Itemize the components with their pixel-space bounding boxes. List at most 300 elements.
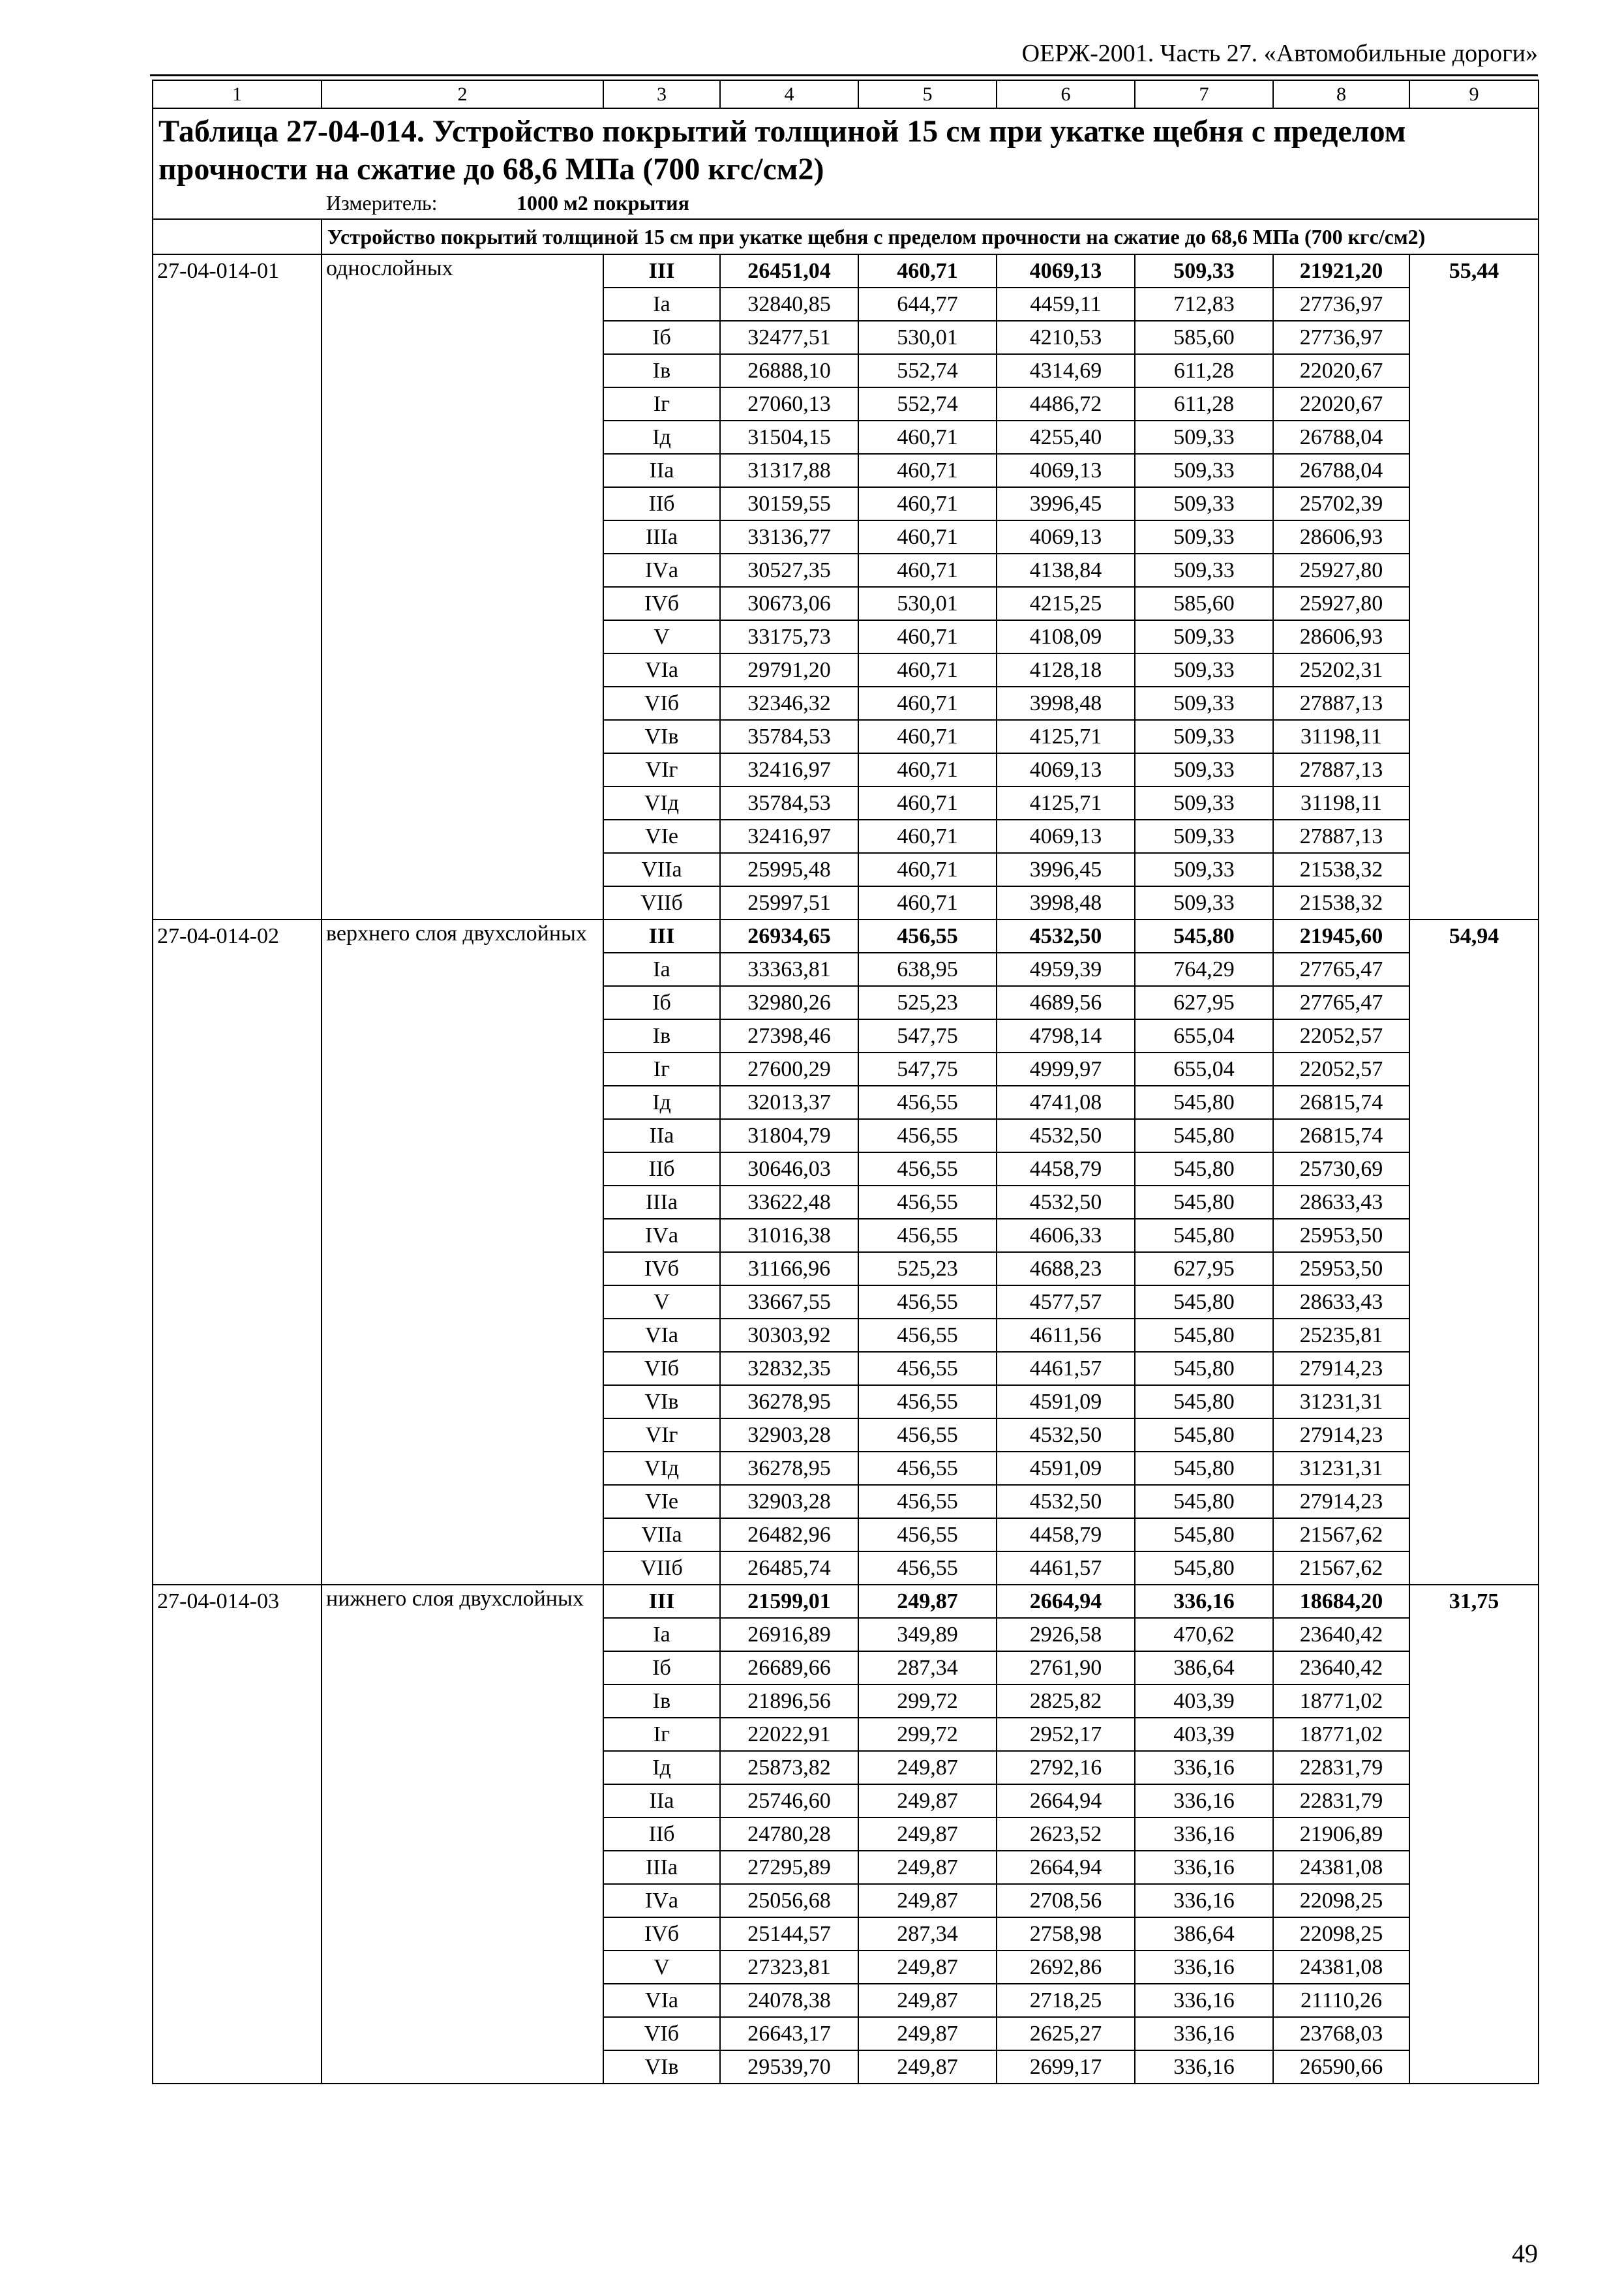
machinist-wages-cell: 585,60 <box>1135 587 1273 620</box>
wages-cell: 287,34 <box>858 1651 997 1684</box>
rate-code: 27-04-014-02 <box>153 920 322 1585</box>
wages-cell: 287,34 <box>858 1917 997 1951</box>
total-cost-cell: 26689,66 <box>720 1651 858 1684</box>
subheading-empty-cell <box>153 219 322 254</box>
machinist-wages-cell: 545,80 <box>1135 1452 1273 1485</box>
materials-cell: 26815,74 <box>1273 1086 1409 1119</box>
total-cost-cell: 31504,15 <box>720 421 858 454</box>
wages-cell: 456,55 <box>858 1452 997 1485</box>
wages-cell: 456,55 <box>858 920 997 953</box>
machines-cell: 4459,11 <box>997 288 1135 321</box>
materials-cell: 25927,80 <box>1273 587 1409 620</box>
machines-cell: 4798,14 <box>997 1019 1135 1053</box>
wages-cell: 460,71 <box>858 853 997 886</box>
materials-cell: 21110,26 <box>1273 1984 1409 2017</box>
machines-cell: 4461,57 <box>997 1551 1135 1585</box>
machines-cell: 4458,79 <box>997 1518 1135 1551</box>
machinist-wages-cell: 545,80 <box>1135 1518 1273 1551</box>
machinist-wages-cell: 655,04 <box>1135 1019 1273 1053</box>
machinist-wages-cell: 509,33 <box>1135 554 1273 587</box>
materials-cell: 27736,97 <box>1273 321 1409 354</box>
total-cost-cell: 26643,17 <box>720 2017 858 2050</box>
table-row <box>153 920 1539 953</box>
wages-cell: 525,23 <box>858 986 997 1019</box>
zone-cell: Iг <box>603 1053 720 1086</box>
machines-cell: 4314,69 <box>997 354 1135 387</box>
column-number: 6 <box>997 80 1135 108</box>
materials-cell: 22020,67 <box>1273 354 1409 387</box>
wages-cell: 456,55 <box>858 1285 997 1319</box>
machinist-wages-cell: 509,33 <box>1135 753 1273 786</box>
machinist-wages-cell: 509,33 <box>1135 421 1273 454</box>
machinist-wages-cell: 545,80 <box>1135 1485 1273 1518</box>
materials-cell: 31198,11 <box>1273 720 1409 753</box>
materials-cell: 23768,03 <box>1273 2017 1409 2050</box>
materials-cell: 21538,32 <box>1273 853 1409 886</box>
materials-cell: 26815,74 <box>1273 1119 1409 1152</box>
labor-cost-cell: 55,44 <box>1409 254 1539 920</box>
zone-cell: IIб <box>603 1818 720 1851</box>
machinist-wages-cell: 403,39 <box>1135 1718 1273 1751</box>
machines-cell: 2825,82 <box>997 1684 1135 1718</box>
header-rule <box>150 74 1538 76</box>
zone-cell: Iг <box>603 387 720 421</box>
materials-cell: 22098,25 <box>1273 1917 1409 1951</box>
total-cost-cell: 32903,28 <box>720 1485 858 1518</box>
wages-cell: 456,55 <box>858 1119 997 1152</box>
labor-cost-cell: 54,94 <box>1409 920 1539 1585</box>
wages-cell: 460,71 <box>858 487 997 520</box>
zone-cell: Iд <box>603 421 720 454</box>
column-number: 3 <box>603 80 720 108</box>
machines-cell: 4532,50 <box>997 1418 1135 1452</box>
subheading: Устройство покрытий толщиной 15 см при укатке щебня с пределом прочности на сжатие до 68,6 МПа (700 кгс/см2) <box>322 219 1539 254</box>
machinist-wages-cell: 509,33 <box>1135 853 1273 886</box>
total-cost-cell: 25144,57 <box>720 1917 858 1951</box>
total-cost-cell: 21896,56 <box>720 1684 858 1718</box>
zone-cell: IIIа <box>603 1851 720 1884</box>
zone-cell: III <box>603 920 720 953</box>
machines-cell: 3998,48 <box>997 687 1135 720</box>
machines-cell: 2952,17 <box>997 1718 1135 1751</box>
column-number: 8 <box>1273 80 1409 108</box>
total-cost-cell: 21599,01 <box>720 1585 858 1618</box>
zone-cell: IIб <box>603 1152 720 1186</box>
work-description: однослойных <box>322 254 603 920</box>
materials-cell: 26788,04 <box>1273 421 1409 454</box>
wages-cell: 456,55 <box>858 1086 997 1119</box>
wages-cell: 460,71 <box>858 820 997 853</box>
machinist-wages-cell: 509,33 <box>1135 254 1273 288</box>
total-cost-cell: 24780,28 <box>720 1818 858 1851</box>
machines-cell: 2664,94 <box>997 1851 1135 1884</box>
materials-cell: 31198,11 <box>1273 786 1409 820</box>
total-cost-cell: 26485,74 <box>720 1551 858 1585</box>
zone-cell: VIд <box>603 1452 720 1485</box>
zone-cell: Iа <box>603 1618 720 1651</box>
total-cost-cell: 33363,81 <box>720 953 858 986</box>
work-description: верхнего слоя двухслойных <box>322 920 603 1585</box>
zone-cell: VIб <box>603 687 720 720</box>
wages-cell: 530,01 <box>858 587 997 620</box>
machines-cell: 4611,56 <box>997 1319 1135 1352</box>
machines-cell: 2708,56 <box>997 1884 1135 1917</box>
materials-cell: 21538,32 <box>1273 886 1409 920</box>
machines-cell: 2692,86 <box>997 1951 1135 1984</box>
materials-cell: 27887,13 <box>1273 687 1409 720</box>
machines-cell: 2664,94 <box>997 1784 1135 1818</box>
wages-cell: 299,72 <box>858 1684 997 1718</box>
total-cost-cell: 32980,26 <box>720 986 858 1019</box>
machinist-wages-cell: 336,16 <box>1135 1951 1273 1984</box>
materials-cell: 18771,02 <box>1273 1718 1409 1751</box>
materials-cell: 18684,20 <box>1273 1585 1409 1618</box>
machines-cell: 2792,16 <box>997 1751 1135 1784</box>
zone-cell: VIг <box>603 1418 720 1452</box>
wages-cell: 460,71 <box>858 720 997 753</box>
machines-cell: 4532,50 <box>997 1485 1135 1518</box>
zone-cell: Iд <box>603 1086 720 1119</box>
machines-cell: 2699,17 <box>997 2050 1135 2084</box>
machinist-wages-cell: 336,16 <box>1135 1984 1273 2017</box>
materials-cell: 27887,13 <box>1273 753 1409 786</box>
wages-cell: 249,87 <box>858 1784 997 1818</box>
machinist-wages-cell: 545,80 <box>1135 1352 1273 1385</box>
wages-cell: 456,55 <box>858 1219 997 1252</box>
total-cost-cell: 32346,32 <box>720 687 858 720</box>
zone-cell: VIе <box>603 1485 720 1518</box>
wages-cell: 525,23 <box>858 1252 997 1285</box>
total-cost-cell: 22022,91 <box>720 1718 858 1751</box>
wages-cell: 249,87 <box>858 2017 997 2050</box>
machines-cell: 4210,53 <box>997 321 1135 354</box>
materials-cell: 25702,39 <box>1273 487 1409 520</box>
zone-cell: IIа <box>603 1119 720 1152</box>
zone-cell: VIв <box>603 720 720 753</box>
total-cost-cell: 31166,96 <box>720 1252 858 1285</box>
total-cost-cell: 27600,29 <box>720 1053 858 1086</box>
machinist-wages-cell: 545,80 <box>1135 1186 1273 1219</box>
machines-cell: 4461,57 <box>997 1352 1135 1385</box>
machinist-wages-cell: 336,16 <box>1135 1751 1273 1784</box>
machinist-wages-cell: 585,60 <box>1135 321 1273 354</box>
machines-cell: 4532,50 <box>997 1186 1135 1219</box>
total-cost-cell: 25997,51 <box>720 886 858 920</box>
materials-cell: 21945,60 <box>1273 920 1409 953</box>
materials-cell: 28633,43 <box>1273 1186 1409 1219</box>
wages-cell: 460,71 <box>858 786 997 820</box>
zone-cell: IVа <box>603 1884 720 1917</box>
total-cost-cell: 30303,92 <box>720 1319 858 1352</box>
column-number-row <box>153 80 1539 108</box>
zone-cell: V <box>603 1285 720 1319</box>
materials-cell: 26788,04 <box>1273 454 1409 487</box>
machinist-wages-cell: 336,16 <box>1135 2017 1273 2050</box>
materials-cell: 27887,13 <box>1273 820 1409 853</box>
total-cost-cell: 32832,35 <box>720 1352 858 1385</box>
zone-cell: Iб <box>603 1651 720 1684</box>
machinist-wages-cell: 509,33 <box>1135 653 1273 687</box>
wages-cell: 249,87 <box>858 2050 997 2084</box>
wages-cell: 460,71 <box>858 886 997 920</box>
materials-cell: 21921,20 <box>1273 254 1409 288</box>
wages-cell: 460,71 <box>858 520 997 554</box>
column-number: 4 <box>720 80 858 108</box>
machinist-wages-cell: 386,64 <box>1135 1651 1273 1684</box>
machinist-wages-cell: 336,16 <box>1135 1851 1273 1884</box>
measure-label: Измеритель: <box>326 191 438 215</box>
zone-cell: VIв <box>603 2050 720 2084</box>
total-cost-cell: 33136,77 <box>720 520 858 554</box>
total-cost-cell: 29791,20 <box>720 653 858 687</box>
column-number: 2 <box>322 80 603 108</box>
price-table <box>152 80 1539 2084</box>
wages-cell: 460,71 <box>858 454 997 487</box>
machines-cell: 4591,09 <box>997 1385 1135 1418</box>
total-cost-cell: 36278,95 <box>720 1385 858 1418</box>
zone-cell: Iа <box>603 953 720 986</box>
wages-cell: 456,55 <box>858 1152 997 1186</box>
total-cost-cell: 27060,13 <box>720 387 858 421</box>
page-number: 49 <box>1512 2239 1538 2268</box>
materials-cell: 28633,43 <box>1273 1285 1409 1319</box>
machines-cell: 2758,98 <box>997 1917 1135 1951</box>
machinist-wages-cell: 509,33 <box>1135 886 1273 920</box>
materials-cell: 24381,08 <box>1273 1851 1409 1884</box>
machinist-wages-cell: 509,33 <box>1135 487 1273 520</box>
total-cost-cell: 32416,97 <box>720 753 858 786</box>
total-cost-cell: 30673,06 <box>720 587 858 620</box>
machinist-wages-cell: 545,80 <box>1135 1219 1273 1252</box>
total-cost-cell: 26451,04 <box>720 254 858 288</box>
wages-cell: 249,87 <box>858 1884 997 1917</box>
materials-cell: 31231,31 <box>1273 1385 1409 1418</box>
total-cost-cell: 30646,03 <box>720 1152 858 1186</box>
wages-cell: 552,74 <box>858 354 997 387</box>
machines-cell: 2625,27 <box>997 2017 1135 2050</box>
wages-cell: 644,77 <box>858 288 997 321</box>
machines-cell: 2926,58 <box>997 1618 1135 1651</box>
wages-cell: 547,75 <box>858 1019 997 1053</box>
machines-cell: 4125,71 <box>997 786 1135 820</box>
machinist-wages-cell: 611,28 <box>1135 387 1273 421</box>
zone-cell: IIIа <box>603 1186 720 1219</box>
rate-code: 27-04-014-03 <box>153 1585 322 2084</box>
machinist-wages-cell: 545,80 <box>1135 1119 1273 1152</box>
machinist-wages-cell: 764,29 <box>1135 953 1273 986</box>
machines-cell: 3998,48 <box>997 886 1135 920</box>
wages-cell: 456,55 <box>858 1385 997 1418</box>
materials-cell: 25202,31 <box>1273 653 1409 687</box>
total-cost-cell: 27295,89 <box>720 1851 858 1884</box>
machinist-wages-cell: 545,80 <box>1135 1152 1273 1186</box>
zone-cell: V <box>603 620 720 653</box>
machinist-wages-cell: 611,28 <box>1135 354 1273 387</box>
zone-cell: IVб <box>603 1917 720 1951</box>
zone-cell: Iб <box>603 321 720 354</box>
table-title-row <box>153 108 1539 219</box>
wages-cell: 249,87 <box>858 1951 997 1984</box>
machinist-wages-cell: 627,95 <box>1135 986 1273 1019</box>
total-cost-cell: 31804,79 <box>720 1119 858 1152</box>
total-cost-cell: 25056,68 <box>720 1884 858 1917</box>
total-cost-cell: 35784,53 <box>720 720 858 753</box>
machines-cell: 4591,09 <box>997 1452 1135 1485</box>
materials-cell: 27736,97 <box>1273 288 1409 321</box>
total-cost-cell: 26934,65 <box>720 920 858 953</box>
machinist-wages-cell: 336,16 <box>1135 2050 1273 2084</box>
wages-cell: 249,87 <box>858 1984 997 2017</box>
machines-cell: 4069,13 <box>997 254 1135 288</box>
materials-cell: 27914,23 <box>1273 1418 1409 1452</box>
machines-cell: 2664,94 <box>997 1585 1135 1618</box>
zone-cell: V <box>603 1951 720 1984</box>
column-number: 7 <box>1135 80 1273 108</box>
machines-cell: 4486,72 <box>997 387 1135 421</box>
zone-cell: VIб <box>603 1352 720 1385</box>
zone-cell: VIд <box>603 786 720 820</box>
total-cost-cell: 27398,46 <box>720 1019 858 1053</box>
zone-cell: Iв <box>603 1019 720 1053</box>
wages-cell: 349,89 <box>858 1618 997 1651</box>
zone-cell: IVб <box>603 587 720 620</box>
total-cost-cell: 33622,48 <box>720 1186 858 1219</box>
total-cost-cell: 32416,97 <box>720 820 858 853</box>
zone-cell: IIIа <box>603 520 720 554</box>
wages-cell: 552,74 <box>858 387 997 421</box>
labor-cost-cell: 31,75 <box>1409 1585 1539 2084</box>
materials-cell: 28606,93 <box>1273 520 1409 554</box>
machines-cell: 4458,79 <box>997 1152 1135 1186</box>
machinist-wages-cell: 509,33 <box>1135 687 1273 720</box>
machinist-wages-cell: 545,80 <box>1135 1418 1273 1452</box>
zone-cell: III <box>603 254 720 288</box>
machines-cell: 4069,13 <box>997 454 1135 487</box>
table-title-cell <box>153 108 1539 219</box>
materials-cell: 25927,80 <box>1273 554 1409 587</box>
subheading-row <box>153 219 1539 254</box>
total-cost-cell: 24078,38 <box>720 1984 858 2017</box>
machinist-wages-cell: 545,80 <box>1135 1285 1273 1319</box>
materials-cell: 26590,66 <box>1273 2050 1409 2084</box>
machinist-wages-cell: 545,80 <box>1135 1551 1273 1585</box>
materials-cell: 28606,93 <box>1273 620 1409 653</box>
machines-cell: 3996,45 <box>997 487 1135 520</box>
total-cost-cell: 31317,88 <box>720 454 858 487</box>
zone-cell: VIа <box>603 1984 720 2017</box>
machines-cell: 4577,57 <box>997 1285 1135 1319</box>
materials-cell: 23640,42 <box>1273 1618 1409 1651</box>
machines-cell: 4069,13 <box>997 520 1135 554</box>
wages-cell: 249,87 <box>858 1585 997 1618</box>
machines-cell: 4741,08 <box>997 1086 1135 1119</box>
wages-cell: 249,87 <box>858 1818 997 1851</box>
zone-cell: VIб <box>603 2017 720 2050</box>
wages-cell: 456,55 <box>858 1485 997 1518</box>
machines-cell: 4688,23 <box>997 1252 1135 1285</box>
machinist-wages-cell: 470,62 <box>1135 1618 1273 1651</box>
total-cost-cell: 30527,35 <box>720 554 858 587</box>
table-title: Таблица 27-04-014. Устройство покрытий толщиной 15 см при укатке щебня с пределом прочности на сжатие до 68,6 МПа (700 кгс/см2) <box>158 114 1406 187</box>
column-number: 5 <box>858 80 997 108</box>
machines-cell: 4959,39 <box>997 953 1135 986</box>
machinist-wages-cell: 545,80 <box>1135 1319 1273 1352</box>
total-cost-cell: 29539,70 <box>720 2050 858 2084</box>
machines-cell: 4532,50 <box>997 920 1135 953</box>
machinist-wages-cell: 386,64 <box>1135 1917 1273 1951</box>
materials-cell: 22052,57 <box>1273 1019 1409 1053</box>
total-cost-cell: 30159,55 <box>720 487 858 520</box>
zone-cell: VIа <box>603 653 720 687</box>
wages-cell: 460,71 <box>858 421 997 454</box>
zone-cell: III <box>603 1585 720 1618</box>
zone-cell: Iв <box>603 354 720 387</box>
machinist-wages-cell: 509,33 <box>1135 820 1273 853</box>
materials-cell: 23640,42 <box>1273 1651 1409 1684</box>
machinist-wages-cell: 545,80 <box>1135 920 1273 953</box>
table-row <box>153 1585 1539 1618</box>
materials-cell: 25235,81 <box>1273 1319 1409 1352</box>
machinist-wages-cell: 509,33 <box>1135 454 1273 487</box>
machines-cell: 4689,56 <box>997 986 1135 1019</box>
zone-cell: IVб <box>603 1252 720 1285</box>
wages-cell: 530,01 <box>858 321 997 354</box>
materials-cell: 27914,23 <box>1273 1352 1409 1385</box>
wages-cell: 456,55 <box>858 1418 997 1452</box>
wages-cell: 460,71 <box>858 620 997 653</box>
machines-cell: 4255,40 <box>997 421 1135 454</box>
materials-cell: 25730,69 <box>1273 1152 1409 1186</box>
materials-cell: 21567,62 <box>1273 1551 1409 1585</box>
machines-cell: 4532,50 <box>997 1119 1135 1152</box>
materials-cell: 25953,50 <box>1273 1252 1409 1285</box>
machinist-wages-cell: 627,95 <box>1135 1252 1273 1285</box>
machinist-wages-cell: 712,83 <box>1135 288 1273 321</box>
materials-cell: 22831,79 <box>1273 1751 1409 1784</box>
wages-cell: 299,72 <box>858 1718 997 1751</box>
zone-cell: VIв <box>603 1385 720 1418</box>
total-cost-cell: 32840,85 <box>720 288 858 321</box>
table-row <box>153 254 1539 288</box>
materials-cell: 22052,57 <box>1273 1053 1409 1086</box>
machinist-wages-cell: 545,80 <box>1135 1385 1273 1418</box>
wages-cell: 460,71 <box>858 254 997 288</box>
zone-cell: VIIб <box>603 1551 720 1585</box>
zone-cell: IIа <box>603 454 720 487</box>
machines-cell: 3996,45 <box>997 853 1135 886</box>
machines-cell: 4069,13 <box>997 820 1135 853</box>
zone-cell: IIа <box>603 1784 720 1818</box>
materials-cell: 21906,89 <box>1273 1818 1409 1851</box>
wages-cell: 460,71 <box>858 653 997 687</box>
machines-cell: 4125,71 <box>997 720 1135 753</box>
zone-cell: Iг <box>603 1718 720 1751</box>
column-number: 1 <box>153 80 322 108</box>
total-cost-cell: 32013,37 <box>720 1086 858 1119</box>
wages-cell: 547,75 <box>858 1053 997 1086</box>
wages-cell: 460,71 <box>858 687 997 720</box>
total-cost-cell: 31016,38 <box>720 1219 858 1252</box>
materials-cell: 18771,02 <box>1273 1684 1409 1718</box>
machines-cell: 4069,13 <box>997 753 1135 786</box>
machines-cell: 2718,25 <box>997 1984 1135 2017</box>
wages-cell: 456,55 <box>858 1518 997 1551</box>
zone-cell: VIIа <box>603 853 720 886</box>
machinist-wages-cell: 403,39 <box>1135 1684 1273 1718</box>
total-cost-cell: 32477,51 <box>720 321 858 354</box>
materials-cell: 22020,67 <box>1273 387 1409 421</box>
wages-cell: 249,87 <box>858 1751 997 1784</box>
